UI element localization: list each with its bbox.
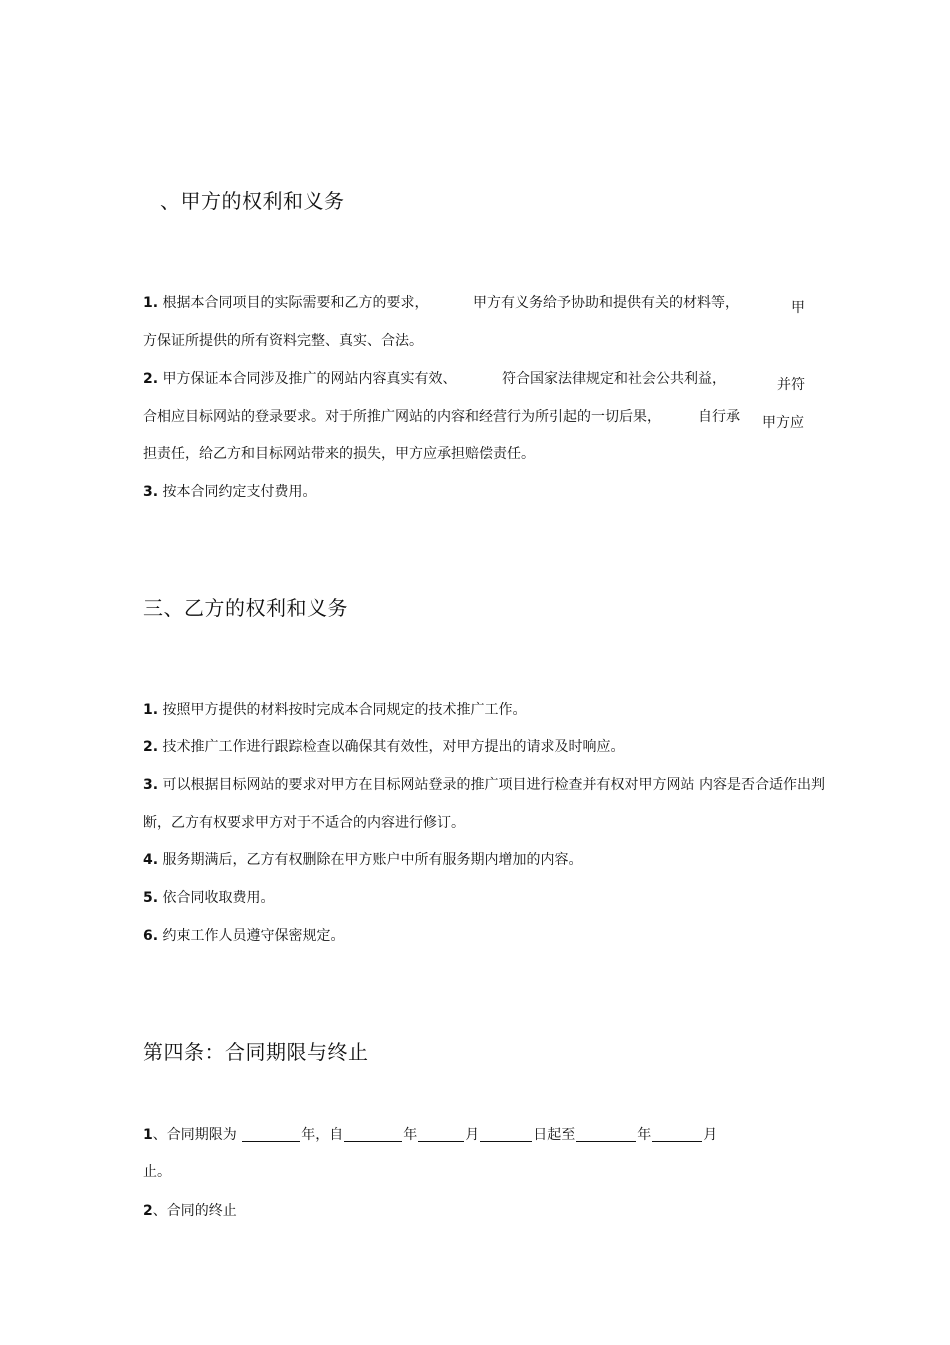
clause-text: 可以根据目标网站的要求对甲方在目标网站登录的推广项目进行检查并有权对甲方网站 内容是否合适作出判 — [162, 777, 825, 793]
clause-b5 — [143, 891, 275, 905]
clause-b1 — [143, 703, 527, 717]
clause-text: 、合同的终止 — [152, 1203, 237, 1219]
clause-a2-margin1: 并符 — [777, 377, 805, 393]
clause-text: 根据本合同项目的实际需要和乙方的要求， — [162, 295, 429, 311]
clause-text: 甲方保证本合同涉及推广的网站内容真实有效、 — [162, 371, 457, 387]
clause-text: 依合同收取费用。 — [162, 890, 275, 906]
unit-month: 月 — [465, 1127, 480, 1143]
unit-day-to: 日起至 — [533, 1127, 576, 1143]
clause-term-2 — [143, 1204, 237, 1218]
clause-number: 4. — [143, 852, 159, 868]
clause-b3-line1 — [143, 778, 825, 792]
clause-a1-line2: 方保证所提供的所有资料完整、真实、合法。 — [143, 333, 423, 349]
clause-a2-line3: 担责任，给乙方和目标网站带来的损失，甲方应承担赔偿责任。 — [143, 446, 535, 462]
blank-start-day[interactable] — [480, 1127, 532, 1142]
blank-start-month[interactable] — [418, 1127, 464, 1142]
clause-number: 3. — [143, 777, 159, 793]
unit-year: 年 — [403, 1127, 418, 1143]
unit-year-from: 年，自 — [301, 1127, 344, 1143]
clause-number: 2 — [143, 1203, 153, 1219]
clause-number: 1. — [143, 702, 159, 718]
clause-number: 1 — [143, 1127, 153, 1143]
clause-text: 按照甲方提供的材料按时完成本合同规定的技术推广工作。 — [162, 702, 527, 718]
clause-number: 2. — [143, 739, 159, 755]
clause-a1-line1b: 甲方有义务给予协助和提供有关的材料等， — [473, 295, 739, 311]
clause-a2-line2a: 合相应目标网站的登录要求。对于所推广网站的内容和经营行为所引起的一切后果， — [143, 409, 661, 425]
clause-text: 约束工作人员遵守保密规定。 — [162, 928, 345, 944]
blank-end-year[interactable] — [576, 1127, 636, 1142]
clause-text: 、合同期限为 — [152, 1127, 237, 1143]
clause-a2-margin2: 甲方应 — [762, 415, 804, 431]
section-heading-party-a: 、甲方的权利和义务 — [160, 189, 345, 213]
clause-a2-line1b: 符合国家法律规定和社会公共利益， — [502, 371, 726, 387]
clause-number: 6. — [143, 928, 159, 944]
clause-a1-line1a — [143, 296, 429, 310]
clause-b6 — [143, 929, 345, 943]
clause-b2 — [143, 740, 625, 754]
section-heading-party-b: 三、乙方的权利和义务 — [143, 596, 348, 620]
unit-end-year: 年 — [637, 1127, 652, 1143]
clause-number: 3. — [143, 484, 159, 500]
blank-start-year[interactable] — [344, 1127, 402, 1142]
section-heading-term: 第四条：合同期限与终止 — [143, 1040, 369, 1064]
clause-b3-line2: 断，乙方有权要求甲方对于不适合的内容进行修订。 — [143, 815, 465, 831]
clause-number: 1. — [143, 295, 159, 311]
clause-term-1 — [143, 1127, 717, 1142]
clause-a3 — [143, 485, 317, 499]
clause-term-1-line2: 止。 — [143, 1164, 171, 1180]
clause-a1-margin: 甲 — [791, 300, 805, 316]
clause-number: 2. — [143, 371, 159, 387]
blank-years[interactable] — [242, 1127, 300, 1142]
clause-number: 5. — [143, 890, 159, 906]
clause-text: 按本合同约定支付费用。 — [162, 484, 317, 500]
blank-end-month[interactable] — [652, 1127, 702, 1142]
clause-a2-line2b: 自行承 — [698, 409, 740, 425]
clause-a2-line1a — [143, 372, 457, 386]
clause-text: 服务期满后，乙方有权删除在甲方账户中所有服务期内增加的内容。 — [162, 852, 583, 868]
clause-text: 技术推广工作进行跟踪检查以确保其有效性，对甲方提出的请求及时响应。 — [162, 739, 625, 755]
clause-b4 — [143, 853, 583, 867]
unit-end-month: 月 — [703, 1127, 718, 1143]
